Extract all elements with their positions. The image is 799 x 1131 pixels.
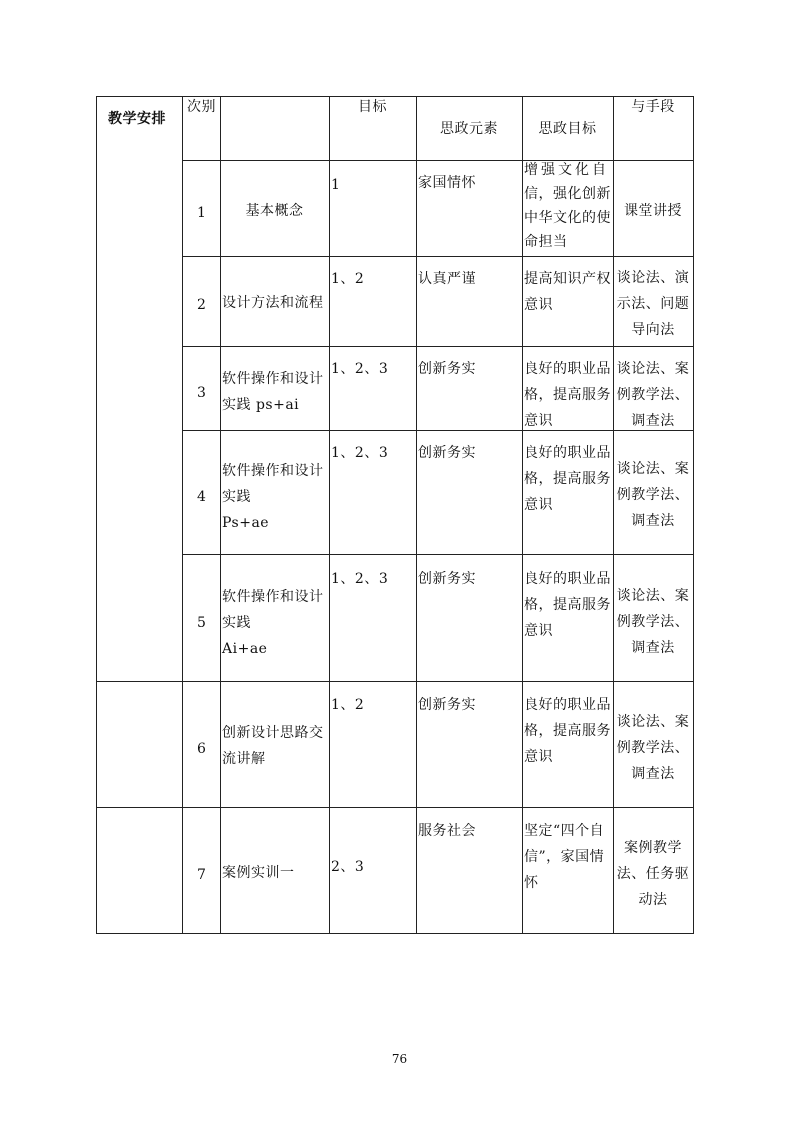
row-divider [96,807,694,808]
row-4-goal: 1、2、3 [331,445,389,461]
row-1-topic: 基本概念 [245,203,304,219]
row-7-index: 7 [197,867,207,883]
row-divider [182,554,694,555]
row-3-index: 3 [197,385,207,401]
header-aim: 思政目标 [538,121,597,137]
row-6-element: 创新务实 [418,697,476,713]
row-divider [182,160,694,161]
header-goal: 目标 [358,99,387,115]
table-border-bottom [96,933,694,934]
column-divider [329,96,330,934]
table-border-left [96,96,97,934]
row-4-topic: 软件操作和设计 实践 Ps+ae [222,463,324,531]
table-border-right [693,96,694,934]
row-7-goal: 2、3 [331,859,365,875]
row-5-goal: 1、2、3 [331,571,389,587]
column-divider [182,96,183,934]
row-2-element: 认真严谨 [418,271,476,287]
row-7-topic: 案例实训一 [222,865,295,881]
row-5-aim: 良好的职业品 格，提高服务 意识 [524,571,611,639]
row-5-topic: 软件操作和设计 实践 Ai+ae [222,589,324,657]
row-7-aim: 坚定“四个自 信”，家国情 怀 [524,823,605,891]
row-5-element: 创新务实 [418,571,476,587]
row-4-index: 4 [197,489,207,505]
row-2-method: 谈论法、演 示法、问题 导向法 [616,270,690,338]
row-4-aim: 良好的职业品 格，提高服务 意识 [524,445,611,513]
section-label: 教学安排 [108,111,166,127]
header-element: 思政元素 [440,121,498,137]
row-6-index: 6 [197,741,207,757]
page-number: 76 [391,1052,408,1066]
row-6-aim: 良好的职业品 格，提高服务 意识 [524,697,611,765]
row-2-topic: 设计方法和流程 [222,295,324,311]
row-divider [182,256,694,257]
row-4-element: 创新务实 [418,445,476,461]
row-3-goal: 1、2、3 [331,361,389,377]
row-divider [96,681,694,682]
row-2-aim: 提高知识产权 意识 [524,271,611,313]
row-2-goal: 1、2 [331,271,365,287]
row-3-aim: 良好的职业品 格，提高服务 意识 [524,361,611,429]
row-6-topic: 创新设计思路交 流讲解 [222,725,324,767]
row-4-method: 谈论法、案 例教学法、 调查法 [616,461,690,529]
row-3-topic: 软件操作和设计 实践 ps+ai [222,371,324,413]
row-5-method: 谈论法、案 例教学法、 调查法 [616,588,690,656]
column-divider [522,96,523,934]
row-1-aim: 增强文化自 信，强化创新 中华文化的使 命担当 [524,162,611,250]
column-divider [416,96,417,934]
row-6-method: 谈论法、案 例教学法、 调查法 [616,714,690,782]
row-7-method: 案例教学 法、任务驱 动法 [616,840,690,908]
row-1-element: 家国情怀 [418,175,476,191]
header-index: 次别 [187,99,216,115]
header-method: 与手段 [631,99,675,115]
row-3-method: 谈论法、案 例教学法、 调查法 [616,361,690,429]
row-2-index: 2 [197,297,207,313]
row-1-index: 1 [197,205,207,221]
row-5-index: 5 [197,615,207,631]
row-3-element: 创新务实 [418,361,476,377]
row-1-goal: 1 [331,177,341,193]
row-7-element: 服务社会 [418,823,476,839]
row-divider [182,346,694,347]
row-6-goal: 1、2 [331,697,365,713]
row-1-method: 课堂讲授 [624,203,682,219]
